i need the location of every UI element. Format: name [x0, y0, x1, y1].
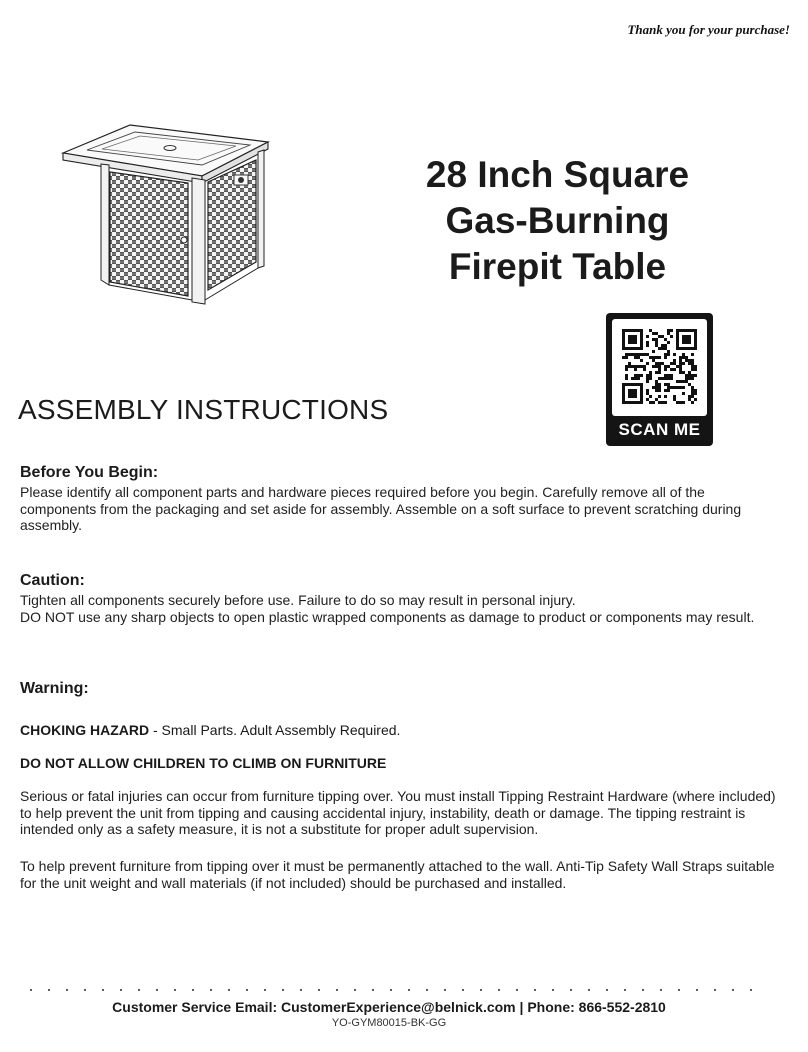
- caution-line: DO NOT use any sharp objects to open plastic wrapped components as damage to product or components may result.: [20, 608, 755, 625]
- qr-code-badge[interactable]: [606, 313, 713, 446]
- caution-section: [20, 572, 780, 625]
- before-you-begin-section: [20, 464, 780, 534]
- product-code: YO-GYM80015-BK-GG: [331, 1017, 447, 1029]
- choking-hazard-text: - Small Parts. Adult Assembly Required.: [149, 722, 401, 738]
- section-text: Please identify all component parts and hardware pieces required before you begin. Carefully remove all of the components from the packaging and set aside for assembly. Assemble on a soft surface to prevent scratching during assembly.: [20, 484, 742, 533]
- section-title: Caution:: [20, 572, 85, 589]
- choking-hazard-line: [20, 722, 780, 739]
- wall-anchor-paragraph: [20, 858, 780, 891]
- caution-line: Tighten all components securely before use. Failure to do so may result in personal injury.: [20, 592, 576, 608]
- scan-me-label: SCAN ME: [618, 420, 701, 439]
- product-title-line: Firepit Table: [448, 246, 667, 287]
- choking-hazard-label: CHOKING HAZARD: [20, 722, 150, 738]
- section-title: Before You Begin:: [20, 464, 159, 481]
- section-title: Warning:: [20, 680, 89, 697]
- firepit-table-illustration: [60, 120, 275, 310]
- tipping-text: Serious or fatal injuries can occur from furniture tipping over. You must install Tipping Restraint Hardware (where included) to help prevent the unit from tipping and causing accidental injury, instability, death or damage. The tipping restraint is intended only as a safety measure, it is not a substitute for proper adult supervision.: [20, 788, 776, 837]
- product-title-line: Gas-Burning: [445, 200, 670, 241]
- climb-warning: [20, 755, 780, 772]
- climb-warning-text: DO NOT ALLOW CHILDREN TO CLIMB ON FURNITURE: [20, 755, 387, 771]
- document-heading: ASSEMBLY INSTRUCTIONS: [18, 394, 389, 425]
- qr-code-icon: [612, 319, 707, 416]
- footer-divider: [22, 988, 762, 992]
- thank-you-note: Thank you for your purchase!: [627, 22, 790, 37]
- tipping-paragraph: [20, 788, 780, 838]
- warning-section: [20, 680, 780, 700]
- product-title: [400, 152, 715, 290]
- product-title-line: 28 Inch Square: [425, 154, 690, 195]
- customer-service-line: Customer Service Email: CustomerExperience@belnick.com | Phone: 866-552-2810: [112, 999, 666, 1015]
- wall-anchor-text: To help prevent furniture from tipping over it must be permanently attached to the wall. Anti-Tip Safety Wall Straps suitable for the unit weight and wall materials (if not included) should be purchased and installed.: [20, 858, 775, 891]
